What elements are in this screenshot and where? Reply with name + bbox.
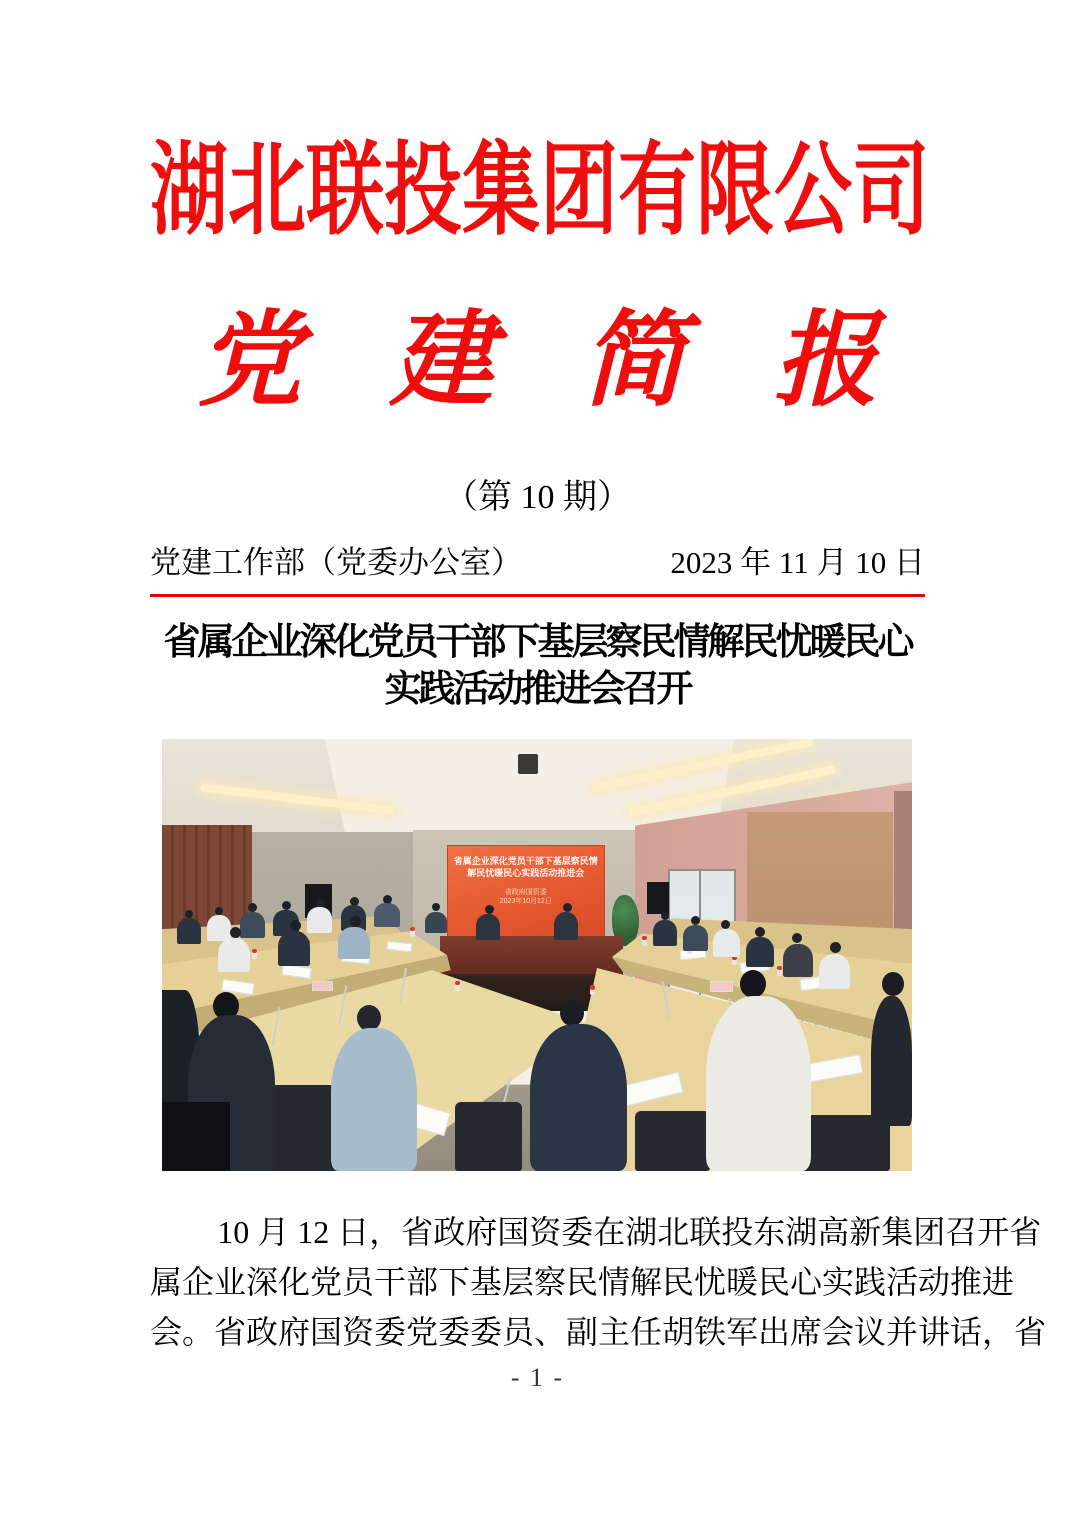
article-body <box>150 1207 1047 1357</box>
speaker-box <box>647 882 670 914</box>
water-bottle <box>590 985 595 995</box>
issuing-department: 党建工作部（党委办公室） <box>150 545 522 580</box>
bulletin-char: 建 <box>389 304 494 419</box>
headline-line-1: 省属企业深化党员干部下基层察民情解民忧暖民心 <box>163 622 912 663</box>
organization-title: 湖北联投集团有限公司 <box>150 134 931 248</box>
projection-screen <box>447 845 605 942</box>
screen-caption-1: 省政府国资委 <box>504 888 547 896</box>
person-head <box>290 920 301 931</box>
water-bottle <box>410 927 415 937</box>
person-head <box>350 897 359 906</box>
bulletin-char: 简 <box>581 304 686 419</box>
person <box>207 915 231 941</box>
person-head <box>740 970 766 998</box>
person-head <box>282 901 291 910</box>
paper <box>312 981 333 991</box>
issue-number: （第 10 期） <box>444 479 631 516</box>
body-line: 会。省政府国资委党委委员、副主任胡铁军出席会议并讲话，省 <box>150 1314 1047 1350</box>
screen-text-line-2: 解民忧暖民心实践活动推进会 <box>467 867 585 878</box>
person-head <box>560 1000 584 1026</box>
meeting-photo <box>162 739 912 1171</box>
person-head <box>383 895 392 904</box>
chair <box>635 1111 710 1171</box>
person-head <box>357 1005 381 1031</box>
chair <box>455 1102 523 1171</box>
person-head <box>691 916 700 925</box>
water-bottle <box>252 949 257 959</box>
person <box>177 918 201 944</box>
red-divider <box>150 594 925 597</box>
person <box>218 938 249 973</box>
laptop <box>162 1102 230 1171</box>
page-number: - 1 - <box>510 1363 565 1392</box>
bulletin-char: 报 <box>773 304 878 419</box>
person-head <box>185 910 193 918</box>
person <box>331 1028 417 1171</box>
person <box>683 925 709 951</box>
person-head <box>755 927 765 937</box>
body-line: 属企业深化党员干部下基层察民情解民忧暖民心实践活动推进 <box>150 1264 1015 1300</box>
person-head <box>350 916 361 927</box>
person <box>476 914 501 940</box>
person <box>713 929 740 957</box>
screen-text-line-1: 省属企业深化党员干部下基层察民情 <box>453 855 598 866</box>
person <box>278 931 309 966</box>
body-line: 10 月 12 日，省政府国资委在湖北联投东湖高新集团召开省 <box>217 1214 1042 1250</box>
water-bottle <box>777 966 782 976</box>
person <box>338 927 369 959</box>
person <box>425 912 448 934</box>
person-head <box>830 942 841 953</box>
person <box>307 907 333 933</box>
person-head <box>661 912 669 920</box>
person <box>653 920 677 946</box>
person <box>554 912 579 940</box>
person <box>819 954 850 989</box>
paper <box>710 981 733 992</box>
person <box>783 944 813 976</box>
water-bottle <box>455 981 460 991</box>
bulletin-char: 党 <box>197 304 302 419</box>
person <box>374 903 400 927</box>
issue-date: 2023 年 11 月 10 日 <box>670 545 925 580</box>
ceiling-fixture <box>518 754 537 773</box>
person <box>530 1024 628 1171</box>
bulletin-title <box>198 302 878 438</box>
person <box>240 912 266 938</box>
screen-caption-2: 2023年10月12日 <box>499 897 552 905</box>
meta-row <box>150 544 925 582</box>
person-head <box>485 905 494 914</box>
water-bottle <box>642 936 647 946</box>
person <box>871 996 912 1126</box>
article-headline <box>150 619 925 713</box>
person-head <box>563 903 572 912</box>
person <box>746 937 775 967</box>
person <box>706 996 811 1171</box>
person-head <box>316 899 325 908</box>
person-head <box>215 907 223 915</box>
person-head <box>230 927 241 938</box>
head-table <box>440 936 624 977</box>
headline-line-2: 实践活动推进会召开 <box>384 669 691 710</box>
